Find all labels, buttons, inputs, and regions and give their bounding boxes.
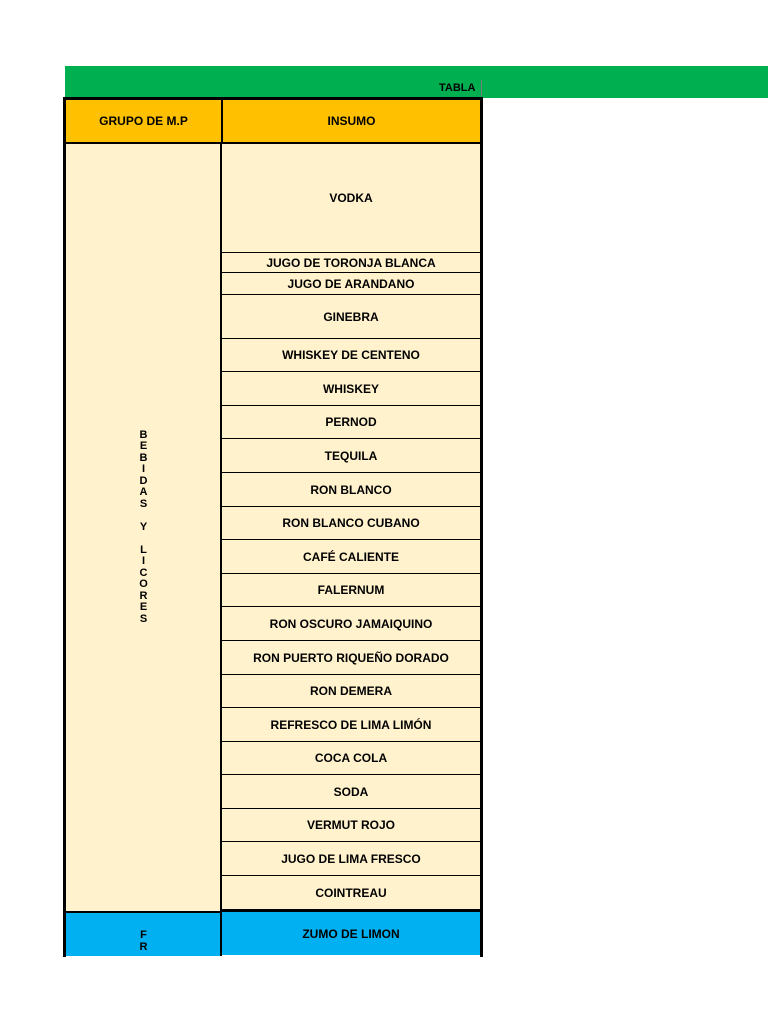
group-label-letter: O (139, 578, 148, 591)
group-label-letter: I (141, 555, 146, 568)
insumo-label: ZUMO DE LIMON (302, 926, 400, 941)
insumo-label: TEQUILA (324, 448, 378, 463)
insumo-label: GINEBRA (323, 309, 379, 324)
group-label-letter: C (139, 566, 148, 579)
group-label-letter: B (139, 451, 148, 464)
table-title: TABLA (435, 80, 482, 96)
group-label-letter: Y (139, 520, 148, 533)
group-label-letter: D (139, 474, 148, 487)
group-label-letter: S (139, 612, 148, 625)
insumo-cell[interactable] (222, 372, 480, 406)
insumo-label: JUGO DE LIMA FRESCO (281, 851, 421, 866)
insumo-label: RON DEMERA (309, 684, 392, 698)
insumo-label: PERNOD (325, 415, 377, 429)
group-label-letter: R (139, 589, 148, 602)
insumo-cell[interactable] (222, 876, 480, 910)
group-label-letter: I (141, 463, 146, 476)
insumo-label: RON PUERTO RIQUEÑO DORADO (253, 650, 449, 665)
insumo-label: SODA (333, 784, 369, 799)
group-label-bebidas-y-licores (134, 430, 154, 626)
insumo-cell[interactable] (222, 842, 480, 876)
insumo-list (222, 144, 480, 955)
insumo-cell[interactable] (222, 339, 480, 372)
insumo-cell[interactable] (222, 406, 480, 439)
insumo-label: REFRESCO DE LIMA LIMÓN (270, 717, 432, 732)
insumo-cell[interactable] (222, 144, 480, 253)
insumo-label: RON BLANCO (310, 482, 392, 497)
insumo-cell[interactable] (222, 540, 480, 574)
group-cell-frutas[interactable] (66, 911, 221, 956)
group-label-frutas (134, 930, 154, 953)
group-label-letter: A (139, 486, 148, 499)
insumo-cell[interactable] (222, 574, 480, 607)
group-label-letter: E (139, 601, 148, 614)
header-grupo-mp[interactable]: GRUPO DE M.P (66, 100, 221, 144)
insumo-cell[interactable] (222, 742, 480, 775)
group-label-letter: S (139, 497, 148, 510)
insumo-cell[interactable] (222, 253, 480, 273)
group-label-letter: L (140, 543, 147, 556)
group-label-letter: F (140, 929, 147, 941)
insumo-cell[interactable] (222, 439, 480, 473)
insumo-cell[interactable] (222, 295, 480, 339)
insumo-label: JUGO DE ARANDANO (287, 276, 415, 291)
insumo-label: RON BLANCO CUBANO (282, 516, 420, 530)
insumo-cell[interactable] (222, 675, 480, 708)
insumo-cell[interactable] (222, 708, 480, 742)
header-insumo[interactable]: INSUMO (221, 100, 480, 144)
insumo-cell[interactable] (222, 641, 480, 675)
insumo-label: CAFÉ CALIENTE (303, 549, 399, 564)
insumo-cell[interactable] (222, 910, 480, 955)
group-label-letter: B (139, 428, 148, 441)
insumo-label: VODKA (329, 191, 373, 205)
insumo-label: WHISKEY (322, 381, 379, 396)
insumo-label: WHISKEY DE CENTENO (282, 348, 420, 362)
insumo-label: VERMUT ROJO (306, 818, 395, 832)
table-title-banner (65, 66, 768, 98)
group-label-letter: E (139, 440, 148, 453)
insumo-label: RON OSCURO JAMAIQUINO (269, 616, 433, 631)
group-label-letter: R (139, 940, 148, 953)
insumo-cell[interactable] (222, 775, 480, 809)
insumo-label: FALERNUM (317, 583, 385, 597)
insumo-cell[interactable] (222, 607, 480, 641)
insumo-label: JUGO DE TORONJA BLANCA (266, 255, 436, 270)
insumo-cell[interactable] (222, 507, 480, 540)
insumo-label: COCA COLA (314, 751, 388, 765)
insumo-cell[interactable] (222, 809, 480, 842)
insumo-label: COINTREAU (315, 885, 387, 900)
group-cell-bebidas-y-licores[interactable] (66, 144, 221, 911)
insumo-cell[interactable] (222, 273, 480, 295)
insumo-cell[interactable] (222, 473, 480, 507)
